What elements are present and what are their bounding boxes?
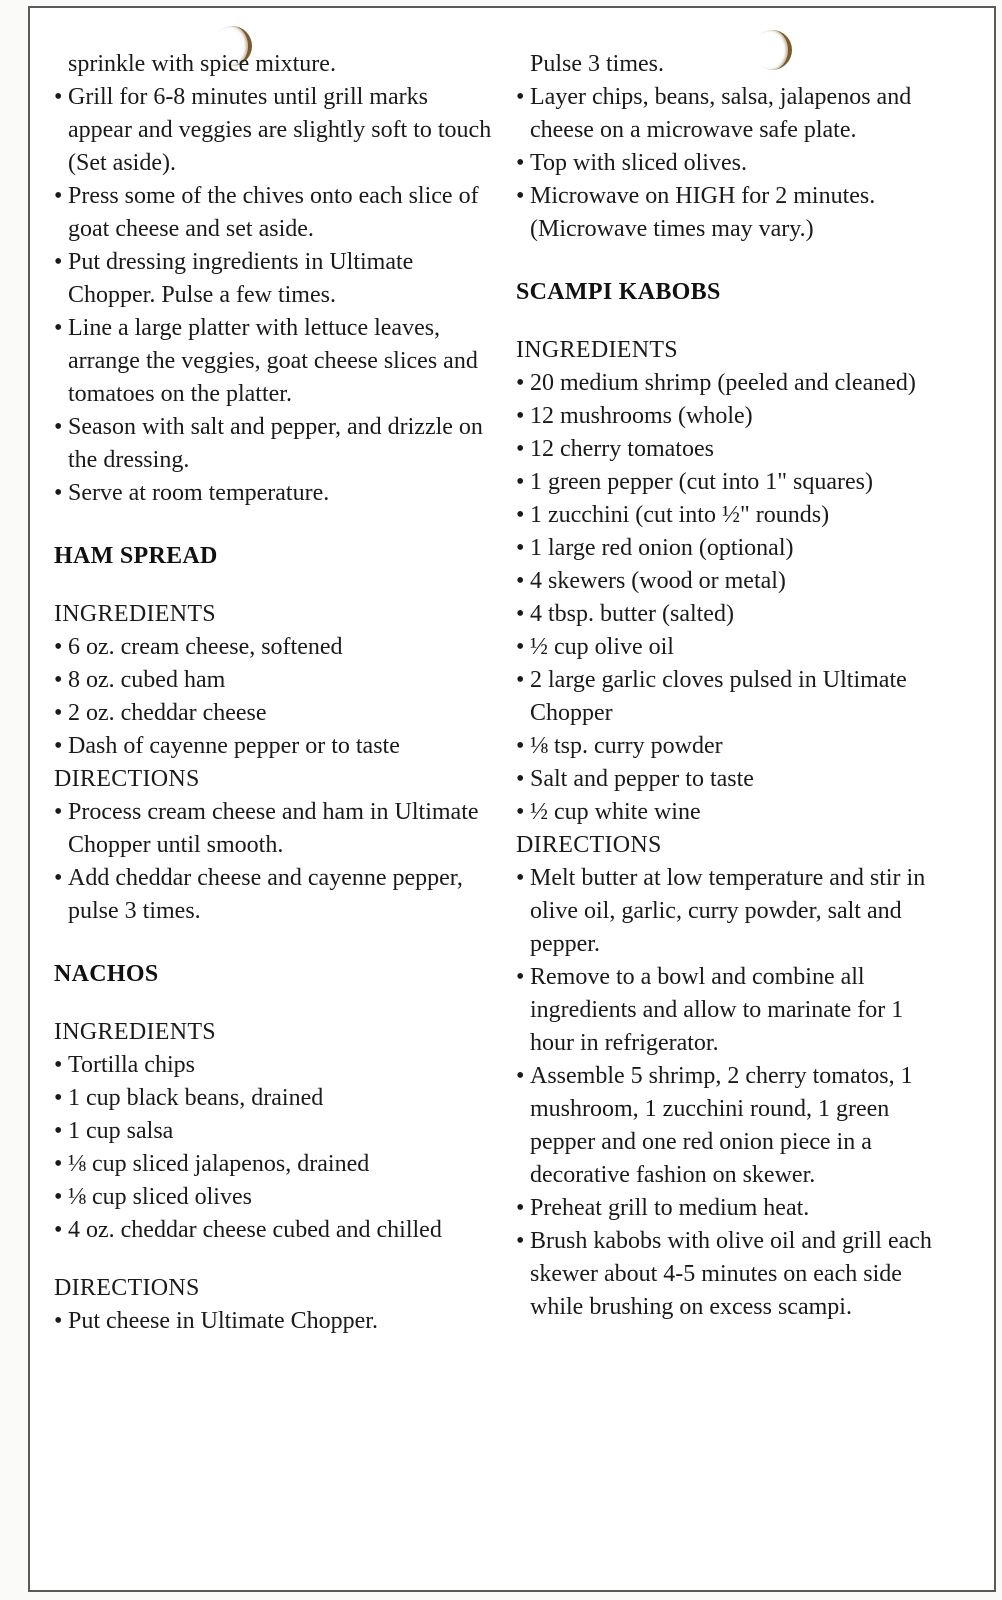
list-item: • 1 green pepper (cut into 1" squares): [516, 466, 950, 499]
list-item: • ½ cup olive oil: [516, 631, 950, 664]
ham-spread-directions: [54, 796, 494, 928]
list-item: • Serve at room temperature.: [54, 477, 494, 510]
list-item: • ⅛ cup sliced olives: [54, 1181, 494, 1214]
list-item: • 12 cherry tomatoes: [516, 433, 950, 466]
list-item: • Preheat grill to medium heat.: [516, 1192, 950, 1225]
list-item: • 6 oz. cream cheese, softened: [54, 631, 494, 664]
list-item: • Salt and pepper to taste: [516, 763, 950, 796]
list-item: • Line a large platter with lettuce leaves, arrange the veggies, goat cheese slices and tomatoes on the platter.: [54, 312, 494, 411]
continuation-text: sprinkle with spice mixture.: [68, 51, 336, 77]
directions-heading: DIRECTIONS: [516, 832, 662, 858]
list-item: • 4 skewers (wood or metal): [516, 565, 950, 598]
list-item: • 12 mushrooms (whole): [516, 400, 950, 433]
directions-heading: DIRECTIONS: [54, 766, 200, 792]
list-item: • Assemble 5 shrimp, 2 cherry tomatos, 1 mushroom, 1 zucchini round, 1 green pepper and one red onion piece in a decorative fashion on skewer.: [516, 1060, 950, 1192]
intro-bullet-list: [54, 81, 494, 510]
list-item: • 4 oz. cheddar cheese cubed and chilled: [54, 1214, 494, 1247]
list-item: • Grill for 6-8 minutes until grill marks appear and veggies are slightly soft to touch (Set aside).: [54, 81, 494, 180]
list-item: • Dash of cayenne pepper or to taste: [54, 730, 494, 763]
list-item: • Top with sliced olives.: [516, 147, 950, 180]
left-column: [54, 48, 494, 1338]
list-item: • 4 tbsp. butter (salted): [516, 598, 950, 631]
list-item: • Tortilla chips: [54, 1049, 494, 1082]
list-item: • Season with salt and pepper, and drizzle on the dressing.: [54, 411, 494, 477]
ham-spread-ingredients: [54, 631, 494, 763]
recipe-title-ham-spread: HAM SPREAD: [54, 543, 218, 569]
list-item: • 1 zucchini (cut into ½" rounds): [516, 499, 950, 532]
list-item: • Remove to a bowl and combine all ingredients and allow to marinate for 1 hour in refrigerator.: [516, 961, 950, 1060]
list-item: • Put cheese in Ultimate Chopper.: [54, 1305, 494, 1338]
continuation-text: Pulse 3 times.: [530, 51, 665, 77]
recipe-title-nachos: NACHOS: [54, 961, 159, 987]
list-item: • Brush kabobs with olive oil and grill each skewer about 4-5 minutes on each side while brushing on excess scampi.: [516, 1225, 950, 1324]
list-item: • ⅛ cup sliced jalapenos, drained: [54, 1148, 494, 1181]
list-item: • 1 cup salsa: [54, 1115, 494, 1148]
list-item: • 20 medium shrimp (peeled and cleaned): [516, 367, 950, 400]
list-item: • 2 large garlic cloves pulsed in Ultimate Chopper: [516, 664, 950, 730]
list-item: • Process cream cheese and ham in Ultimate Chopper until smooth.: [54, 796, 494, 862]
list-item: • ⅛ tsp. curry powder: [516, 730, 950, 763]
right-column: [516, 48, 950, 1324]
ingredients-heading: INGREDIENTS: [54, 1019, 216, 1045]
list-item: • Microwave on HIGH for 2 minutes. (Microwave times may vary.): [516, 180, 950, 246]
scampi-kabobs-ingredients: [516, 367, 950, 829]
list-item: • 2 oz. cheddar cheese: [54, 697, 494, 730]
list-item: • Melt butter at low temperature and stir in olive oil, garlic, curry powder, salt and pepper.: [516, 862, 950, 961]
ingredients-heading: INGREDIENTS: [516, 337, 678, 363]
directions-heading: DIRECTIONS: [54, 1275, 200, 1301]
list-item: • Layer chips, beans, salsa, jalapenos and cheese on a microwave safe plate.: [516, 81, 950, 147]
recipe-title-scampi-kabobs: SCAMPI KABOBS: [516, 279, 721, 305]
list-item: • 1 large red onion (optional): [516, 532, 950, 565]
scampi-kabobs-directions: [516, 862, 950, 1324]
nachos-directions: [54, 1305, 494, 1338]
ingredients-heading: INGREDIENTS: [54, 601, 216, 627]
nachos-directions-continued: [516, 81, 950, 246]
nachos-ingredients: [54, 1049, 494, 1247]
list-item: • Put dressing ingredients in Ultimate Chopper. Pulse a few times.: [54, 246, 494, 312]
list-item: • 1 cup black beans, drained: [54, 1082, 494, 1115]
list-item: • ½ cup white wine: [516, 796, 950, 829]
list-item: • 8 oz. cubed ham: [54, 664, 494, 697]
list-item: • Add cheddar cheese and cayenne pepper, pulse 3 times.: [54, 862, 494, 928]
list-item: • Press some of the chives onto each slice of goat cheese and set aside.: [54, 180, 494, 246]
